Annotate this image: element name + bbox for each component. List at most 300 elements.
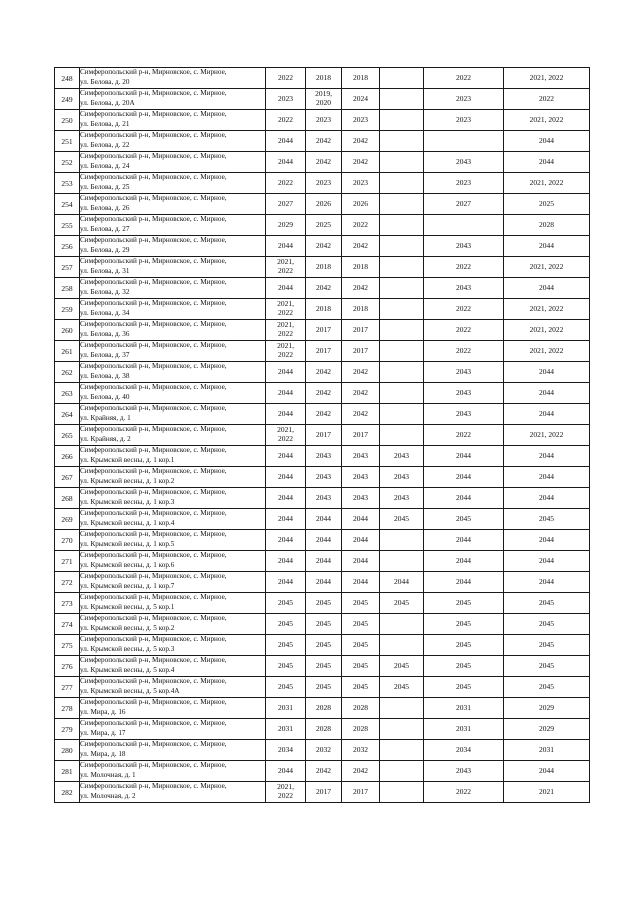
- address-cell: [80, 362, 266, 383]
- year-cell-5: 2022: [424, 299, 504, 320]
- year-cell-3: 2044: [342, 509, 380, 530]
- address-cell: [80, 299, 266, 320]
- address-line-1: Симферопольский р-н, Мирновское, с. Мирное,: [80, 320, 227, 329]
- address-cell: [80, 173, 266, 194]
- table-row: [55, 656, 590, 677]
- address-line-2: ул. Крымской весны, д. 1 кор.3: [80, 498, 175, 506]
- address-line-1: Симферопольский р-н, Мирновское, с. Мирное,: [80, 89, 227, 98]
- year-cell-5: 2045: [424, 509, 504, 530]
- address-line-1: Симферопольский р-н, Мирновское, с. Мирное,: [80, 614, 227, 623]
- address-cell: [80, 635, 266, 656]
- year-cell-1: 2021, 2022: [266, 257, 306, 278]
- year-cell-5: [424, 215, 504, 236]
- year-cell-1: 2044: [266, 236, 306, 257]
- year-cell-4: 2045: [380, 509, 424, 530]
- year-cell-5: 2022: [424, 782, 504, 803]
- table-row: [55, 110, 590, 131]
- address-line-1: Симферопольский р-н, Мирновское, с. Мирное,: [80, 467, 227, 476]
- year-cell-1: 2044: [266, 488, 306, 509]
- address-cell: [80, 152, 266, 173]
- year-cell-5: 2045: [424, 677, 504, 698]
- year-cell-5: 2044: [424, 530, 504, 551]
- year-cell-6: 2044: [504, 131, 590, 152]
- year-cell-3: 2042: [342, 362, 380, 383]
- year-cell-1: 2045: [266, 593, 306, 614]
- table-row: [55, 257, 590, 278]
- address-line-1: Симферопольский р-н, Мирновское, с. Мирное,: [80, 299, 227, 308]
- table-row: [55, 782, 590, 803]
- year-cell-4: [380, 278, 424, 299]
- year-cell-6: 2029: [504, 698, 590, 719]
- year-cell-2: 2026: [306, 194, 342, 215]
- year-cell-4: [380, 257, 424, 278]
- address-line-1: Симферопольский р-н, Мирновское, с. Мирное,: [80, 488, 227, 497]
- address-line-2: ул. Белова, д. 21: [80, 120, 130, 128]
- year-cell-6: 2044: [504, 488, 590, 509]
- year-cell-2: 2042: [306, 362, 342, 383]
- address-cell: [80, 404, 266, 425]
- address-cell: [80, 215, 266, 236]
- table-row: [55, 320, 590, 341]
- address-cell: [80, 509, 266, 530]
- year-cell-3: 2023: [342, 110, 380, 131]
- address-line-1: Симферопольский р-н, Мирновское, с. Мирное,: [80, 446, 227, 455]
- row-number: 255: [55, 215, 80, 236]
- year-cell-1: 2023: [266, 89, 306, 110]
- year-cell-2: 2017: [306, 782, 342, 803]
- year-cell-2: 2017: [306, 341, 342, 362]
- year-cell-2: 2023: [306, 110, 342, 131]
- year-cell-3: 2028: [342, 698, 380, 719]
- address-line-1: Симферопольский р-н, Мирновское, с. Мирное,: [80, 425, 227, 434]
- address-line-1: Симферопольский р-н, Мирновское, с. Мирное,: [80, 572, 227, 581]
- address-cell: [80, 698, 266, 719]
- address-cell: [80, 761, 266, 782]
- year-cell-2: 2042: [306, 131, 342, 152]
- year-cell-5: 2031: [424, 719, 504, 740]
- year-cell-6: 2021, 2022: [504, 425, 590, 446]
- address-line-1: Симферопольский р-н, Мирновское, с. Мирное,: [80, 110, 227, 119]
- year-cell-1: 2021, 2022: [266, 782, 306, 803]
- year-cell-3: 2045: [342, 614, 380, 635]
- address-line-1: Симферопольский р-н, Мирновское, с. Мирное,: [80, 404, 227, 413]
- year-cell-1: 2021, 2022: [266, 341, 306, 362]
- address-line-1: Симферопольский р-н, Мирновское, с. Мирное,: [80, 341, 227, 350]
- address-line-2: ул. Крымской весны, д. 5 кор.1: [80, 603, 175, 611]
- table-row: [55, 719, 590, 740]
- address-line-1: Симферопольский р-н, Мирновское, с. Мирное,: [80, 509, 227, 518]
- table-row: [55, 698, 590, 719]
- year-cell-1: 2044: [266, 383, 306, 404]
- year-cell-5: 2043: [424, 278, 504, 299]
- year-cell-3: 2043: [342, 467, 380, 488]
- year-cell-3: 2042: [342, 131, 380, 152]
- address-cell: [80, 551, 266, 572]
- year-cell-6: 2021, 2022: [504, 299, 590, 320]
- row-number: 265: [55, 425, 80, 446]
- address-line-2: ул. Белова, д. 27: [80, 225, 130, 233]
- row-number: 252: [55, 152, 80, 173]
- year-cell-1: 2045: [266, 635, 306, 656]
- year-cell-4: [380, 404, 424, 425]
- year-cell-4: [380, 698, 424, 719]
- year-cell-4: 2043: [380, 488, 424, 509]
- year-cell-6: 2045: [504, 509, 590, 530]
- year-cell-4: [380, 530, 424, 551]
- address-cell: [80, 677, 266, 698]
- year-cell-1: 2044: [266, 131, 306, 152]
- address-line-2: ул. Белова, д. 37: [80, 351, 130, 359]
- address-line-1: Симферопольский р-н, Мирновское, с. Мирное,: [80, 782, 227, 791]
- year-cell-5: 2022: [424, 341, 504, 362]
- year-cell-4: 2043: [380, 446, 424, 467]
- table-row: [55, 278, 590, 299]
- year-cell-1: 2031: [266, 698, 306, 719]
- year-cell-1: 2045: [266, 677, 306, 698]
- year-cell-2: 2043: [306, 446, 342, 467]
- address-line-1: Симферопольский р-н, Мирновское, с. Мирное,: [80, 215, 227, 224]
- table-row: [55, 194, 590, 215]
- table-row: [55, 215, 590, 236]
- year-cell-3: 2017: [342, 425, 380, 446]
- year-cell-6: 2045: [504, 677, 590, 698]
- year-cell-6: 2044: [504, 446, 590, 467]
- year-cell-2: 2044: [306, 509, 342, 530]
- year-cell-1: 2044: [266, 509, 306, 530]
- row-number: 253: [55, 173, 80, 194]
- year-cell-3: 2044: [342, 572, 380, 593]
- row-number: 276: [55, 656, 80, 677]
- year-cell-1: 2022: [266, 110, 306, 131]
- year-cell-5: 2023: [424, 110, 504, 131]
- address-line-2: ул. Белова, д. 29: [80, 246, 130, 254]
- year-cell-6: 2044: [504, 362, 590, 383]
- year-cell-6: 2044: [504, 404, 590, 425]
- year-cell-6: 2045: [504, 635, 590, 656]
- address-line-2: ул. Крымской весны, д. 1 кор.5: [80, 540, 175, 548]
- year-cell-4: [380, 173, 424, 194]
- year-cell-3: 2017: [342, 782, 380, 803]
- row-number: 266: [55, 446, 80, 467]
- row-number: 275: [55, 635, 80, 656]
- table-row: [55, 425, 590, 446]
- address-cell: [80, 341, 266, 362]
- address-cell: [80, 257, 266, 278]
- address-line-1: Симферопольский р-н, Мирновское, с. Мирное,: [80, 593, 227, 602]
- address-cell: [80, 530, 266, 551]
- year-cell-3: 2018: [342, 299, 380, 320]
- year-cell-3: 2032: [342, 740, 380, 761]
- row-number: 254: [55, 194, 80, 215]
- year-cell-2: 2045: [306, 656, 342, 677]
- address-cell: [80, 383, 266, 404]
- year-cell-3: 2044: [342, 530, 380, 551]
- row-number: 248: [55, 68, 80, 89]
- year-cell-4: 2043: [380, 467, 424, 488]
- address-cell: [80, 467, 266, 488]
- address-line-2: ул. Крымской весны, д. 1 кор.1: [80, 456, 175, 464]
- address-cell: [80, 236, 266, 257]
- address-line-2: ул. Белова, д. 38: [80, 372, 130, 380]
- year-cell-1: 2044: [266, 761, 306, 782]
- address-line-2: ул. Мира, д. 18: [80, 750, 126, 758]
- table-row: [55, 488, 590, 509]
- register-table: [54, 67, 590, 803]
- year-cell-1: 2021, 2022: [266, 299, 306, 320]
- year-cell-2: 2045: [306, 635, 342, 656]
- year-cell-3: 2024: [342, 89, 380, 110]
- year-cell-6: 2028: [504, 215, 590, 236]
- year-cell-2: 2028: [306, 719, 342, 740]
- address-line-2: ул. Молочная, д. 2: [80, 792, 136, 800]
- year-cell-3: 2018: [342, 257, 380, 278]
- year-cell-5: 2022: [424, 68, 504, 89]
- year-cell-2: 2028: [306, 698, 342, 719]
- table-row: [55, 614, 590, 635]
- table-row: [55, 383, 590, 404]
- year-cell-1: 2044: [266, 530, 306, 551]
- year-cell-2: 2042: [306, 236, 342, 257]
- year-cell-4: [380, 740, 424, 761]
- address-line-2: ул. Крымской весны, д. 1 кор.4: [80, 519, 175, 527]
- address-line-1: Симферопольский р-н, Мирновское, с. Мирное,: [80, 278, 227, 287]
- address-cell: [80, 425, 266, 446]
- row-number: 259: [55, 299, 80, 320]
- year-cell-1: 2031: [266, 719, 306, 740]
- year-cell-5: 2045: [424, 635, 504, 656]
- year-cell-2: 2042: [306, 152, 342, 173]
- year-cell-6: 2044: [504, 467, 590, 488]
- year-cell-2: 2044: [306, 530, 342, 551]
- year-cell-4: [380, 362, 424, 383]
- year-cell-4: 2044: [380, 572, 424, 593]
- row-number: 269: [55, 509, 80, 530]
- year-cell-2: 2025: [306, 215, 342, 236]
- address-line-1: Симферопольский р-н, Мирновское, с. Мирное,: [80, 719, 227, 728]
- year-cell-2: 2045: [306, 677, 342, 698]
- year-cell-2: 2042: [306, 761, 342, 782]
- year-cell-3: 2017: [342, 341, 380, 362]
- table-row: [55, 404, 590, 425]
- row-number: 271: [55, 551, 80, 572]
- address-cell: [80, 68, 266, 89]
- year-cell-4: [380, 299, 424, 320]
- row-number: 272: [55, 572, 80, 593]
- address-line-2: ул. Мира, д. 17: [80, 729, 126, 737]
- row-number: 251: [55, 131, 80, 152]
- year-cell-1: 2045: [266, 614, 306, 635]
- year-cell-6: 2031: [504, 740, 590, 761]
- year-cell-2: 2043: [306, 488, 342, 509]
- address-line-2: ул. Белова, д. 24: [80, 162, 130, 170]
- address-line-2: ул. Крымской весны, д. 5 кор.2: [80, 624, 175, 632]
- year-cell-4: [380, 131, 424, 152]
- address-line-1: Симферопольский р-н, Мирновское, с. Мирное,: [80, 761, 227, 770]
- table-row: [55, 467, 590, 488]
- address-line-1: Симферопольский р-н, Мирновское, с. Мирное,: [80, 257, 227, 266]
- address-line-1: Симферопольский р-н, Мирновское, с. Мирное,: [80, 551, 227, 560]
- year-cell-4: [380, 89, 424, 110]
- address-cell: [80, 89, 266, 110]
- table-row: [55, 677, 590, 698]
- year-cell-5: 2043: [424, 761, 504, 782]
- year-cell-2: 2017: [306, 320, 342, 341]
- row-number: 281: [55, 761, 80, 782]
- table-row: [55, 89, 590, 110]
- address-cell: [80, 572, 266, 593]
- address-cell: [80, 194, 266, 215]
- year-cell-3: 2045: [342, 677, 380, 698]
- table-row: [55, 635, 590, 656]
- year-cell-4: [380, 614, 424, 635]
- address-line-2: ул. Крымской весны, д. 1 кор.2: [80, 477, 175, 485]
- year-cell-1: 2044: [266, 362, 306, 383]
- year-cell-1: 2021, 2022: [266, 320, 306, 341]
- address-line-1: Симферопольский р-н, Мирновское, с. Мирное,: [80, 656, 227, 665]
- table-row: [55, 299, 590, 320]
- address-cell: [80, 320, 266, 341]
- address-line-2: ул. Молочная, д. 1: [80, 771, 136, 779]
- row-number: 258: [55, 278, 80, 299]
- row-number: 282: [55, 782, 80, 803]
- year-cell-2: 2045: [306, 614, 342, 635]
- year-cell-1: 2044: [266, 278, 306, 299]
- row-number: 278: [55, 698, 80, 719]
- address-line-2: ул. Белова, д. 32: [80, 288, 130, 296]
- year-cell-5: [424, 131, 504, 152]
- year-cell-2: 2044: [306, 551, 342, 572]
- address-cell: [80, 446, 266, 467]
- table-row: [55, 236, 590, 257]
- year-cell-1: 2044: [266, 572, 306, 593]
- address-line-1: Симферопольский р-н, Мирновское, с. Мирное,: [80, 698, 227, 707]
- table-row: [55, 530, 590, 551]
- row-number: 268: [55, 488, 80, 509]
- year-cell-5: 2022: [424, 257, 504, 278]
- address-line-2: ул. Крымской весны, д. 5 кор.4А: [80, 687, 180, 695]
- table-row: [55, 509, 590, 530]
- address-line-1: Симферопольский р-н, Мирновское, с. Мирное,: [80, 68, 227, 77]
- year-cell-2: 2043: [306, 467, 342, 488]
- row-number: 277: [55, 677, 80, 698]
- year-cell-4: [380, 194, 424, 215]
- year-cell-4: 2045: [380, 593, 424, 614]
- year-cell-1: 2044: [266, 446, 306, 467]
- address-line-1: Симферопольский р-н, Мирновское, с. Мирное,: [80, 236, 227, 245]
- year-cell-5: 2043: [424, 383, 504, 404]
- row-number: 250: [55, 110, 80, 131]
- year-cell-6: 2044: [504, 278, 590, 299]
- year-cell-6: 2021, 2022: [504, 173, 590, 194]
- year-cell-6: 2045: [504, 656, 590, 677]
- table-row: [55, 362, 590, 383]
- address-line-1: Симферопольский р-н, Мирновское, с. Мирное,: [80, 362, 227, 371]
- year-cell-1: 2044: [266, 404, 306, 425]
- year-cell-3: 2042: [342, 383, 380, 404]
- table-row: [55, 446, 590, 467]
- year-cell-5: 2022: [424, 320, 504, 341]
- year-cell-4: [380, 341, 424, 362]
- address-line-1: Симферопольский р-н, Мирновское, с. Мирное,: [80, 677, 227, 686]
- year-cell-2: 2042: [306, 404, 342, 425]
- row-number: 273: [55, 593, 80, 614]
- year-cell-5: 2044: [424, 467, 504, 488]
- address-cell: [80, 740, 266, 761]
- year-cell-3: 2018: [342, 68, 380, 89]
- year-cell-4: [380, 782, 424, 803]
- address-cell: [80, 131, 266, 152]
- year-cell-5: 2022: [424, 425, 504, 446]
- year-cell-6: 2045: [504, 593, 590, 614]
- year-cell-6: 2029: [504, 719, 590, 740]
- row-number: 267: [55, 467, 80, 488]
- address-line-1: Симферопольский р-н, Мирновское, с. Мирное,: [80, 152, 227, 161]
- address-line-2: ул. Белова, д. 25: [80, 183, 130, 191]
- row-number: 263: [55, 383, 80, 404]
- address-line-2: ул. Крайняя, д. 2: [80, 435, 131, 443]
- year-cell-3: 2044: [342, 551, 380, 572]
- year-cell-6: 2044: [504, 572, 590, 593]
- year-cell-4: [380, 719, 424, 740]
- address-line-2: ул. Белова, д. 34: [80, 309, 130, 317]
- address-cell: [80, 278, 266, 299]
- table-row: [55, 572, 590, 593]
- year-cell-4: [380, 110, 424, 131]
- year-cell-1: 2045: [266, 656, 306, 677]
- year-cell-5: 2023: [424, 173, 504, 194]
- row-number: 274: [55, 614, 80, 635]
- year-cell-2: 2045: [306, 593, 342, 614]
- year-cell-6: 2045: [504, 614, 590, 635]
- year-cell-3: 2042: [342, 278, 380, 299]
- address-cell: [80, 719, 266, 740]
- year-cell-4: [380, 425, 424, 446]
- year-cell-6: 2021, 2022: [504, 110, 590, 131]
- address-line-1: Симферопольский р-н, Мирновское, с. Мирное,: [80, 740, 227, 749]
- year-cell-1: 2044: [266, 551, 306, 572]
- row-number: 279: [55, 719, 80, 740]
- year-cell-1: 2044: [266, 467, 306, 488]
- address-line-2: ул. Белова, д. 20А: [80, 99, 135, 107]
- year-cell-5: 2044: [424, 551, 504, 572]
- year-cell-3: 2042: [342, 236, 380, 257]
- year-cell-3: 2045: [342, 635, 380, 656]
- year-cell-6: 2021, 2022: [504, 68, 590, 89]
- year-cell-5: 2023: [424, 89, 504, 110]
- table-row: [55, 341, 590, 362]
- year-cell-5: 2045: [424, 656, 504, 677]
- row-number: 257: [55, 257, 80, 278]
- year-cell-2: 2018: [306, 299, 342, 320]
- year-cell-3: 2017: [342, 320, 380, 341]
- year-cell-4: [380, 761, 424, 782]
- address-line-2: ул. Мира, д. 16: [80, 708, 126, 716]
- year-cell-4: 2045: [380, 656, 424, 677]
- year-cell-3: 2026: [342, 194, 380, 215]
- address-cell: [80, 593, 266, 614]
- address-line-1: Симферопольский р-н, Мирновское, с. Мирное,: [80, 173, 227, 182]
- year-cell-4: [380, 551, 424, 572]
- row-number: 261: [55, 341, 80, 362]
- address-cell: [80, 782, 266, 803]
- year-cell-6: 2022: [504, 89, 590, 110]
- year-cell-1: 2034: [266, 740, 306, 761]
- year-cell-2: 2017: [306, 425, 342, 446]
- year-cell-6: 2044: [504, 761, 590, 782]
- address-line-2: ул. Крайняя, д. 1: [80, 414, 131, 422]
- year-cell-5: 2045: [424, 614, 504, 635]
- year-cell-5: 2044: [424, 446, 504, 467]
